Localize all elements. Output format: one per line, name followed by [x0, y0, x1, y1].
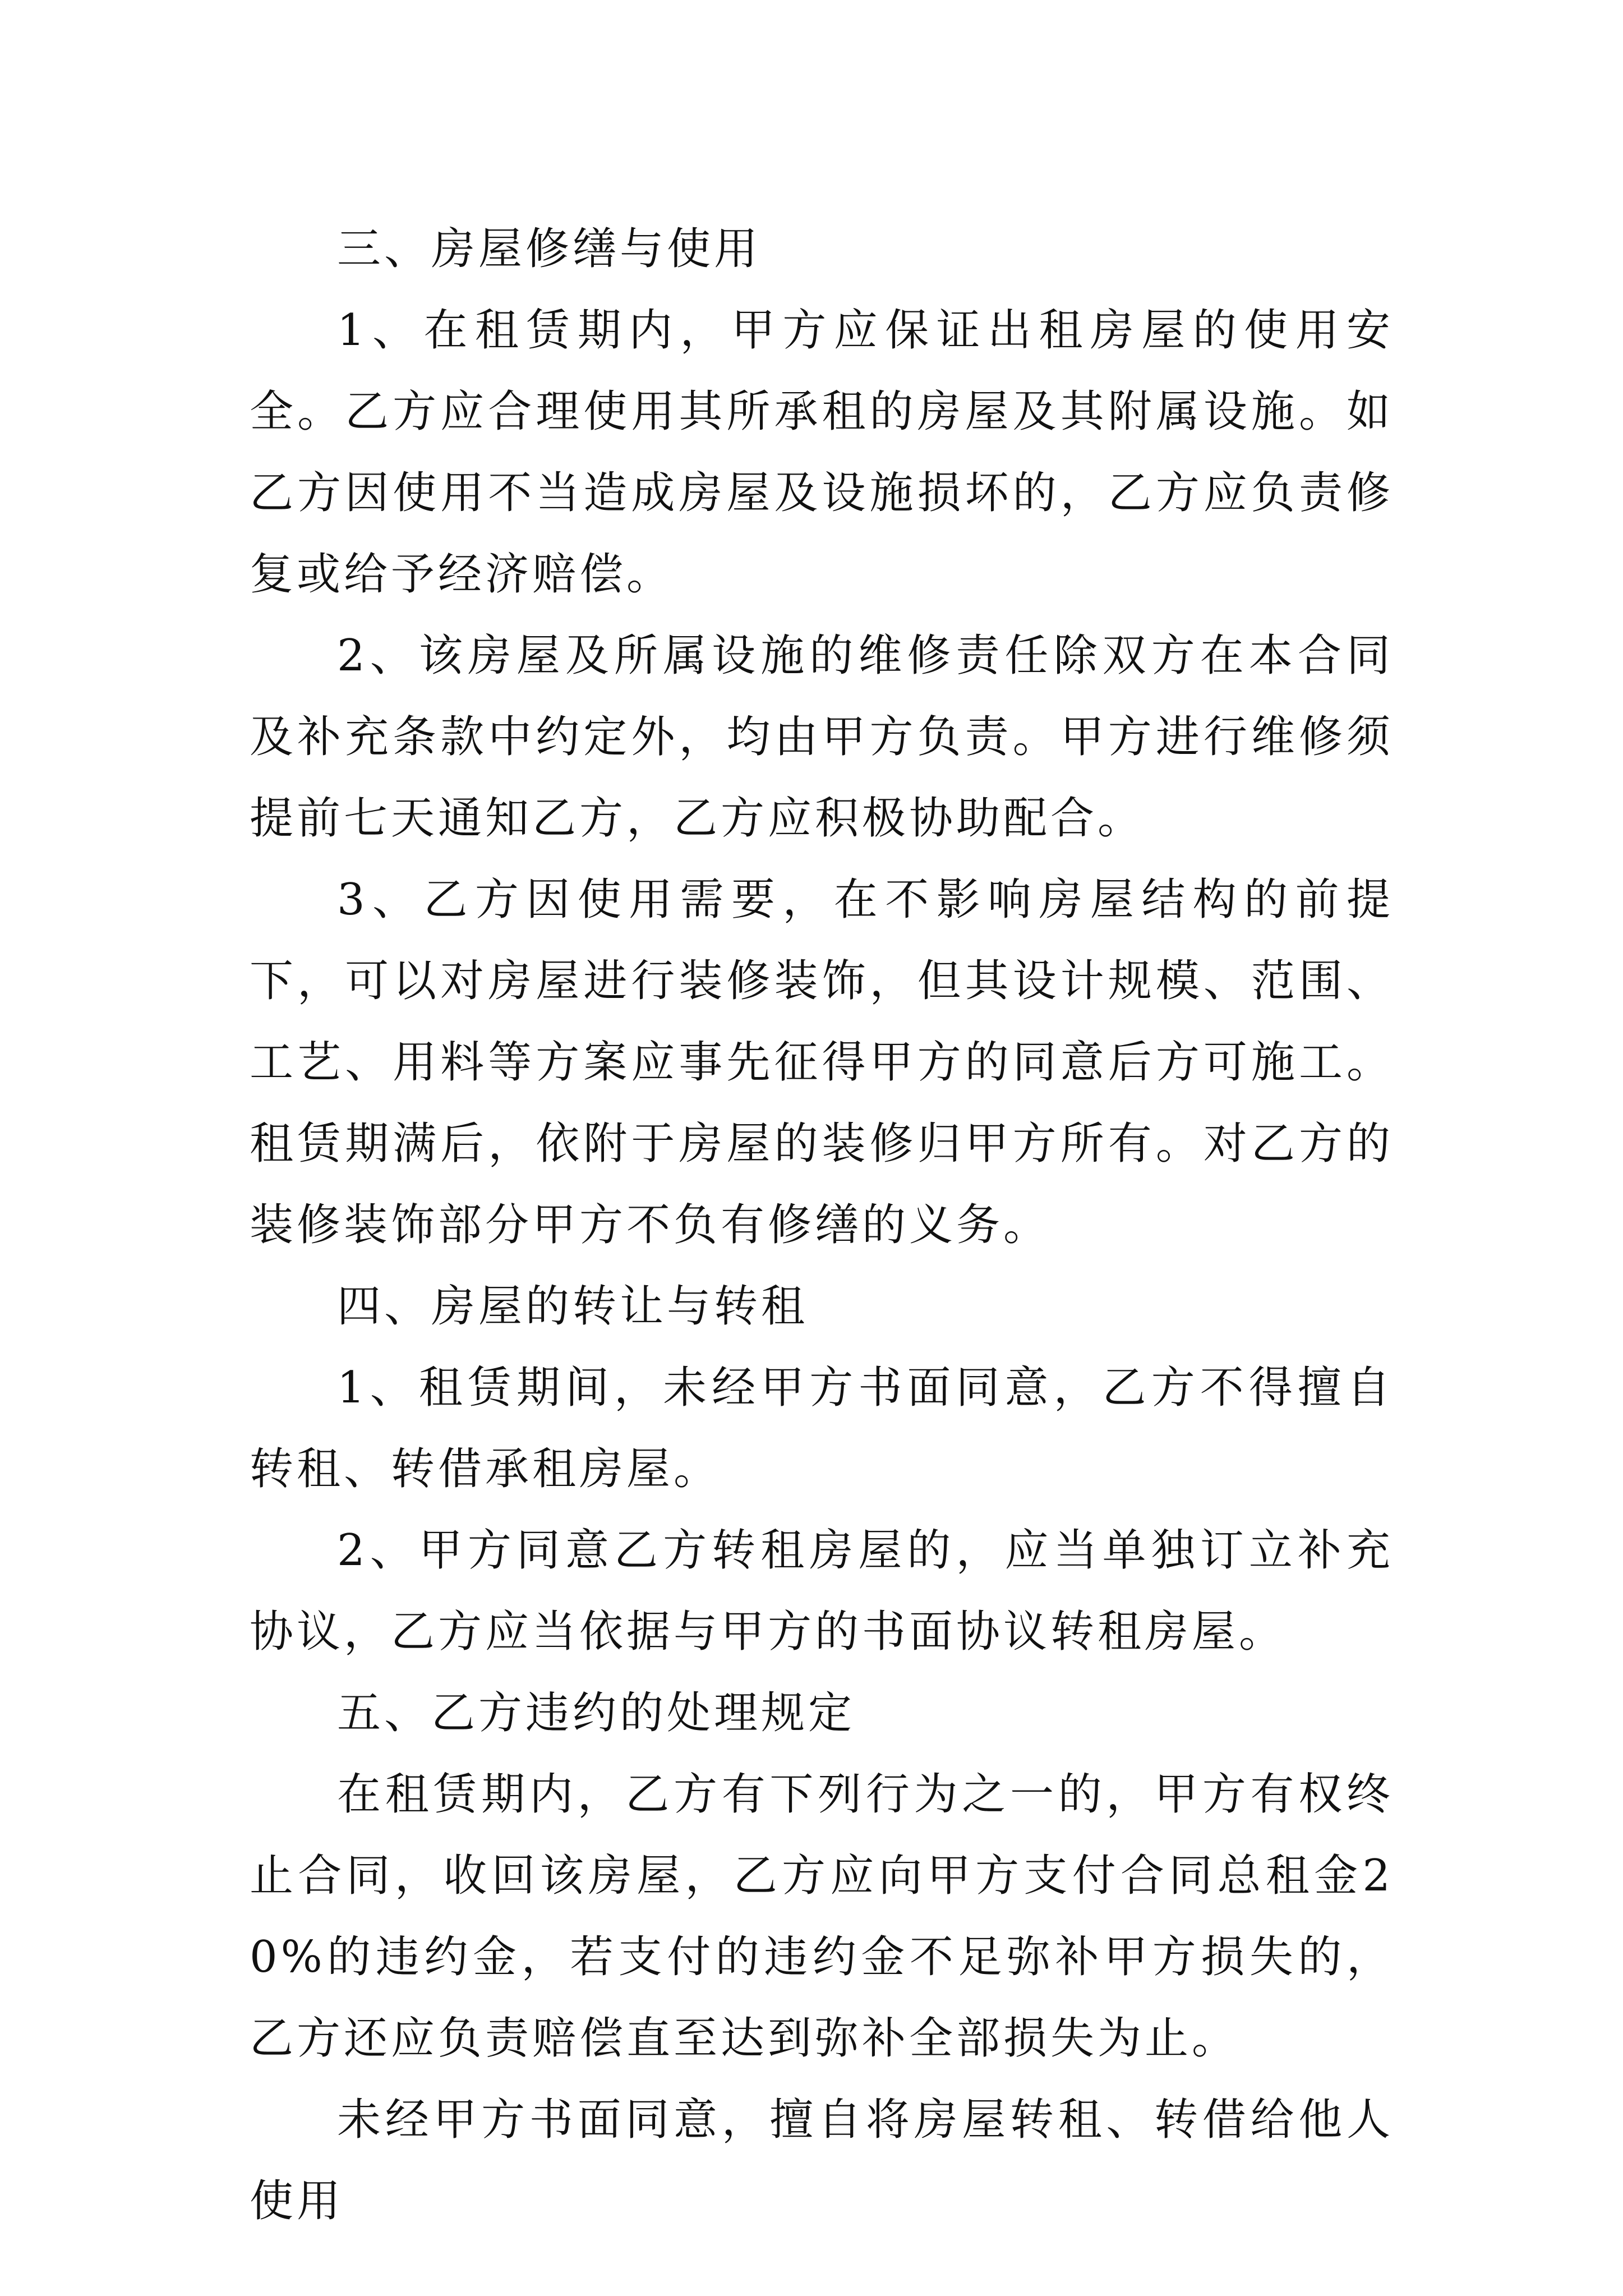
paragraph: 1、在租赁期内，甲方应保证出租房屋的使用安全。乙方应合理使用其所承租的房屋及其附属设施。如乙方因使用不当造成房屋及设施损坏的，乙方应负责修复或给予经济赔偿。	[250, 305, 1394, 600]
paragraph: 未经甲方书面同意，擅自将房屋转租、转借给他人使用	[250, 2095, 1394, 2226]
paragraph: 1、租赁期间，未经甲方书面同意，乙方不得擅自转租、转借承租房屋。	[250, 1363, 1394, 1494]
document-body	[250, 209, 1394, 2242]
section-heading-transfer: 四、房屋的转让与转租	[337, 1281, 809, 1332]
paragraph: 2、甲方同意乙方转租房屋的，应当单独订立补充协议，乙方应当依据与甲方的书面协议转租房屋。	[250, 1525, 1394, 1657]
section-heading-breach: 五、乙方违约的处理规定	[337, 1688, 856, 1738]
paragraph: 2、该房屋及所属设施的维修责任除双方在本合同及补充条款中约定外，均由甲方负责。甲方进行维修须提前七天通知乙方，乙方应积极协助配合。	[250, 631, 1394, 844]
paragraph: 3、乙方因使用需要，在不影响房屋结构的前提下，可以对房屋进行装修装饰，但其设计规模、范围、工艺、用料等方案应事先征得甲方的同意后方可施工。租赁期满后，依附于房屋的装修归甲方所有。对乙方的装修装饰部分甲方不负有修缮的义务。	[250, 875, 1394, 1250]
paragraph: 在租赁期内，乙方有下列行为之一的，甲方有权终止合同，收回该房屋，乙方应向甲方支付合同总租金20%的违约金，若支付的违约金不足弥补甲方损失的，乙方还应负责赔偿直至达到弥补全部损失为止。	[250, 1769, 1394, 2064]
section-heading-repair: 三、房屋修缮与使用	[337, 224, 762, 274]
